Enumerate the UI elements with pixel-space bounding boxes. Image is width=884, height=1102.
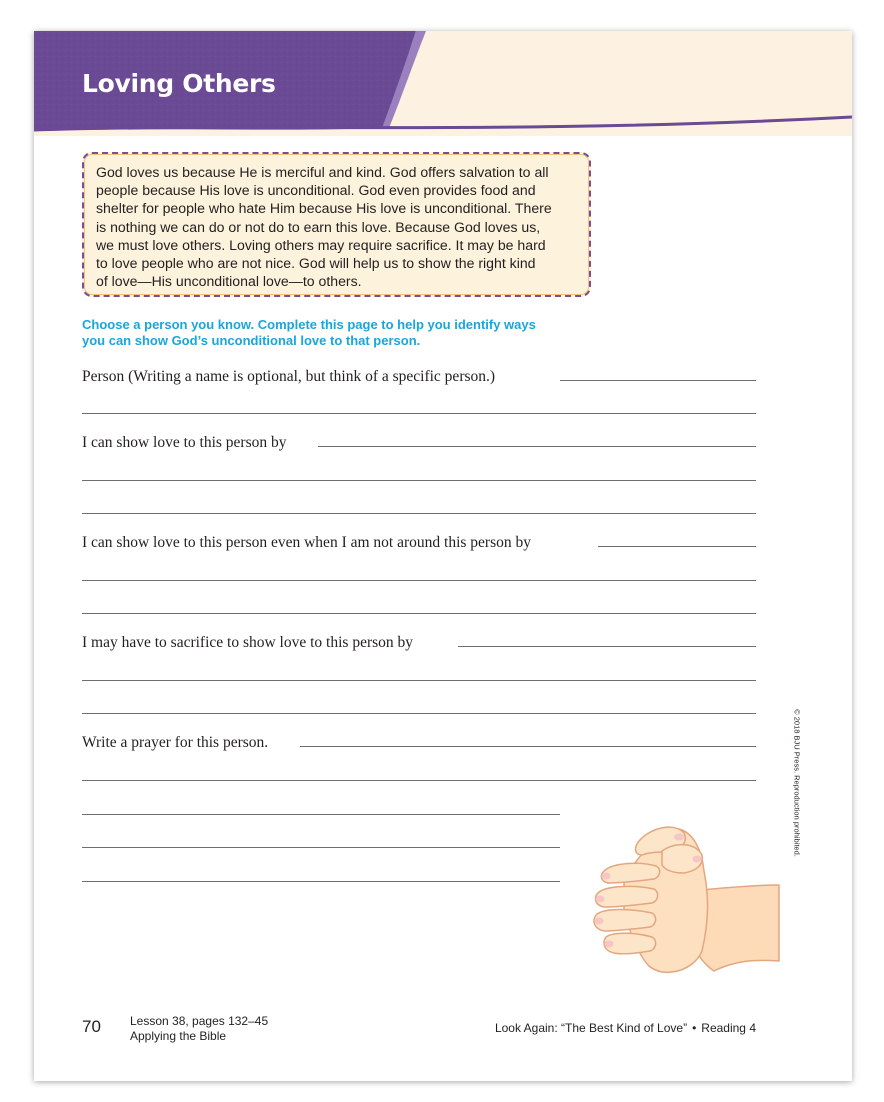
worksheet-page — [34, 31, 852, 1081]
answer-line[interactable] — [82, 881, 560, 882]
answer-line[interactable] — [82, 413, 756, 414]
intro-callout — [82, 152, 591, 297]
intro-line: we must love others. Loving others may require sacrifice. It may be hard — [96, 236, 546, 253]
answer-line[interactable] — [82, 847, 560, 848]
answer-line[interactable] — [82, 513, 756, 514]
prompt-person: Person (Writing a name is optional, but think of a specific person.) — [82, 368, 496, 385]
prompt-prayer: Write a prayer for this person. — [82, 734, 269, 751]
answer-line[interactable] — [82, 713, 756, 714]
page-title: Loving Others — [82, 69, 276, 98]
praying-hands-icon — [584, 811, 784, 991]
reading-number: Reading 4 — [701, 1021, 756, 1035]
prompt-sacrifice: I may have to sacrifice to show love to this person by — [82, 634, 414, 651]
copyright-notice: © 2018 BJU Press. Reproduction prohibited. — [792, 709, 802, 857]
lesson-pages: Lesson 38, pages 132–45 — [130, 1014, 269, 1028]
answer-line[interactable] — [598, 546, 756, 547]
answer-line[interactable] — [300, 746, 756, 747]
instruction-text — [82, 317, 602, 348]
answer-line[interactable] — [560, 380, 756, 381]
lesson-reference — [130, 1014, 268, 1044]
page-number: 70 — [82, 1017, 101, 1036]
reading-title: Look Again: “The Best Kind of Love” — [494, 1021, 688, 1035]
intro-line: God loves us because He is merciful and kind. God offers salvation to all — [96, 164, 549, 180]
lesson-section: Applying the Bible — [130, 1029, 227, 1043]
answer-line[interactable] — [82, 814, 560, 815]
intro-line: is nothing we can do or not do to earn this love. Because God loves us, — [96, 218, 541, 235]
intro-line: to love people who are not nice. God will help us to show the right kind — [96, 255, 536, 272]
answer-line[interactable] — [318, 446, 756, 447]
instruction-line: Choose a person you know. Complete this page to help you identify ways — [82, 317, 536, 332]
answer-line[interactable] — [82, 580, 756, 581]
instruction-line: you can show God’s unconditional love to that person. — [82, 332, 421, 348]
reading-reference — [495, 1021, 756, 1035]
prompt-show-love: I can show love to this person by — [82, 434, 287, 451]
answer-line[interactable] — [82, 613, 756, 614]
footer-separator: • — [692, 1021, 697, 1035]
intro-line: people because His love is unconditional. God even provides food and — [96, 182, 536, 199]
intro-line: shelter for people who hate Him because His love is unconditional. There — [96, 200, 552, 217]
answer-line[interactable] — [458, 646, 756, 647]
answer-line[interactable] — [82, 480, 756, 481]
answer-line[interactable] — [82, 680, 756, 681]
answer-line[interactable] — [82, 780, 756, 781]
prompt-not-around: I can show love to this person even when I am not around this person by — [82, 534, 531, 551]
intro-line: of love—His unconditional love—to others. — [96, 273, 362, 290]
